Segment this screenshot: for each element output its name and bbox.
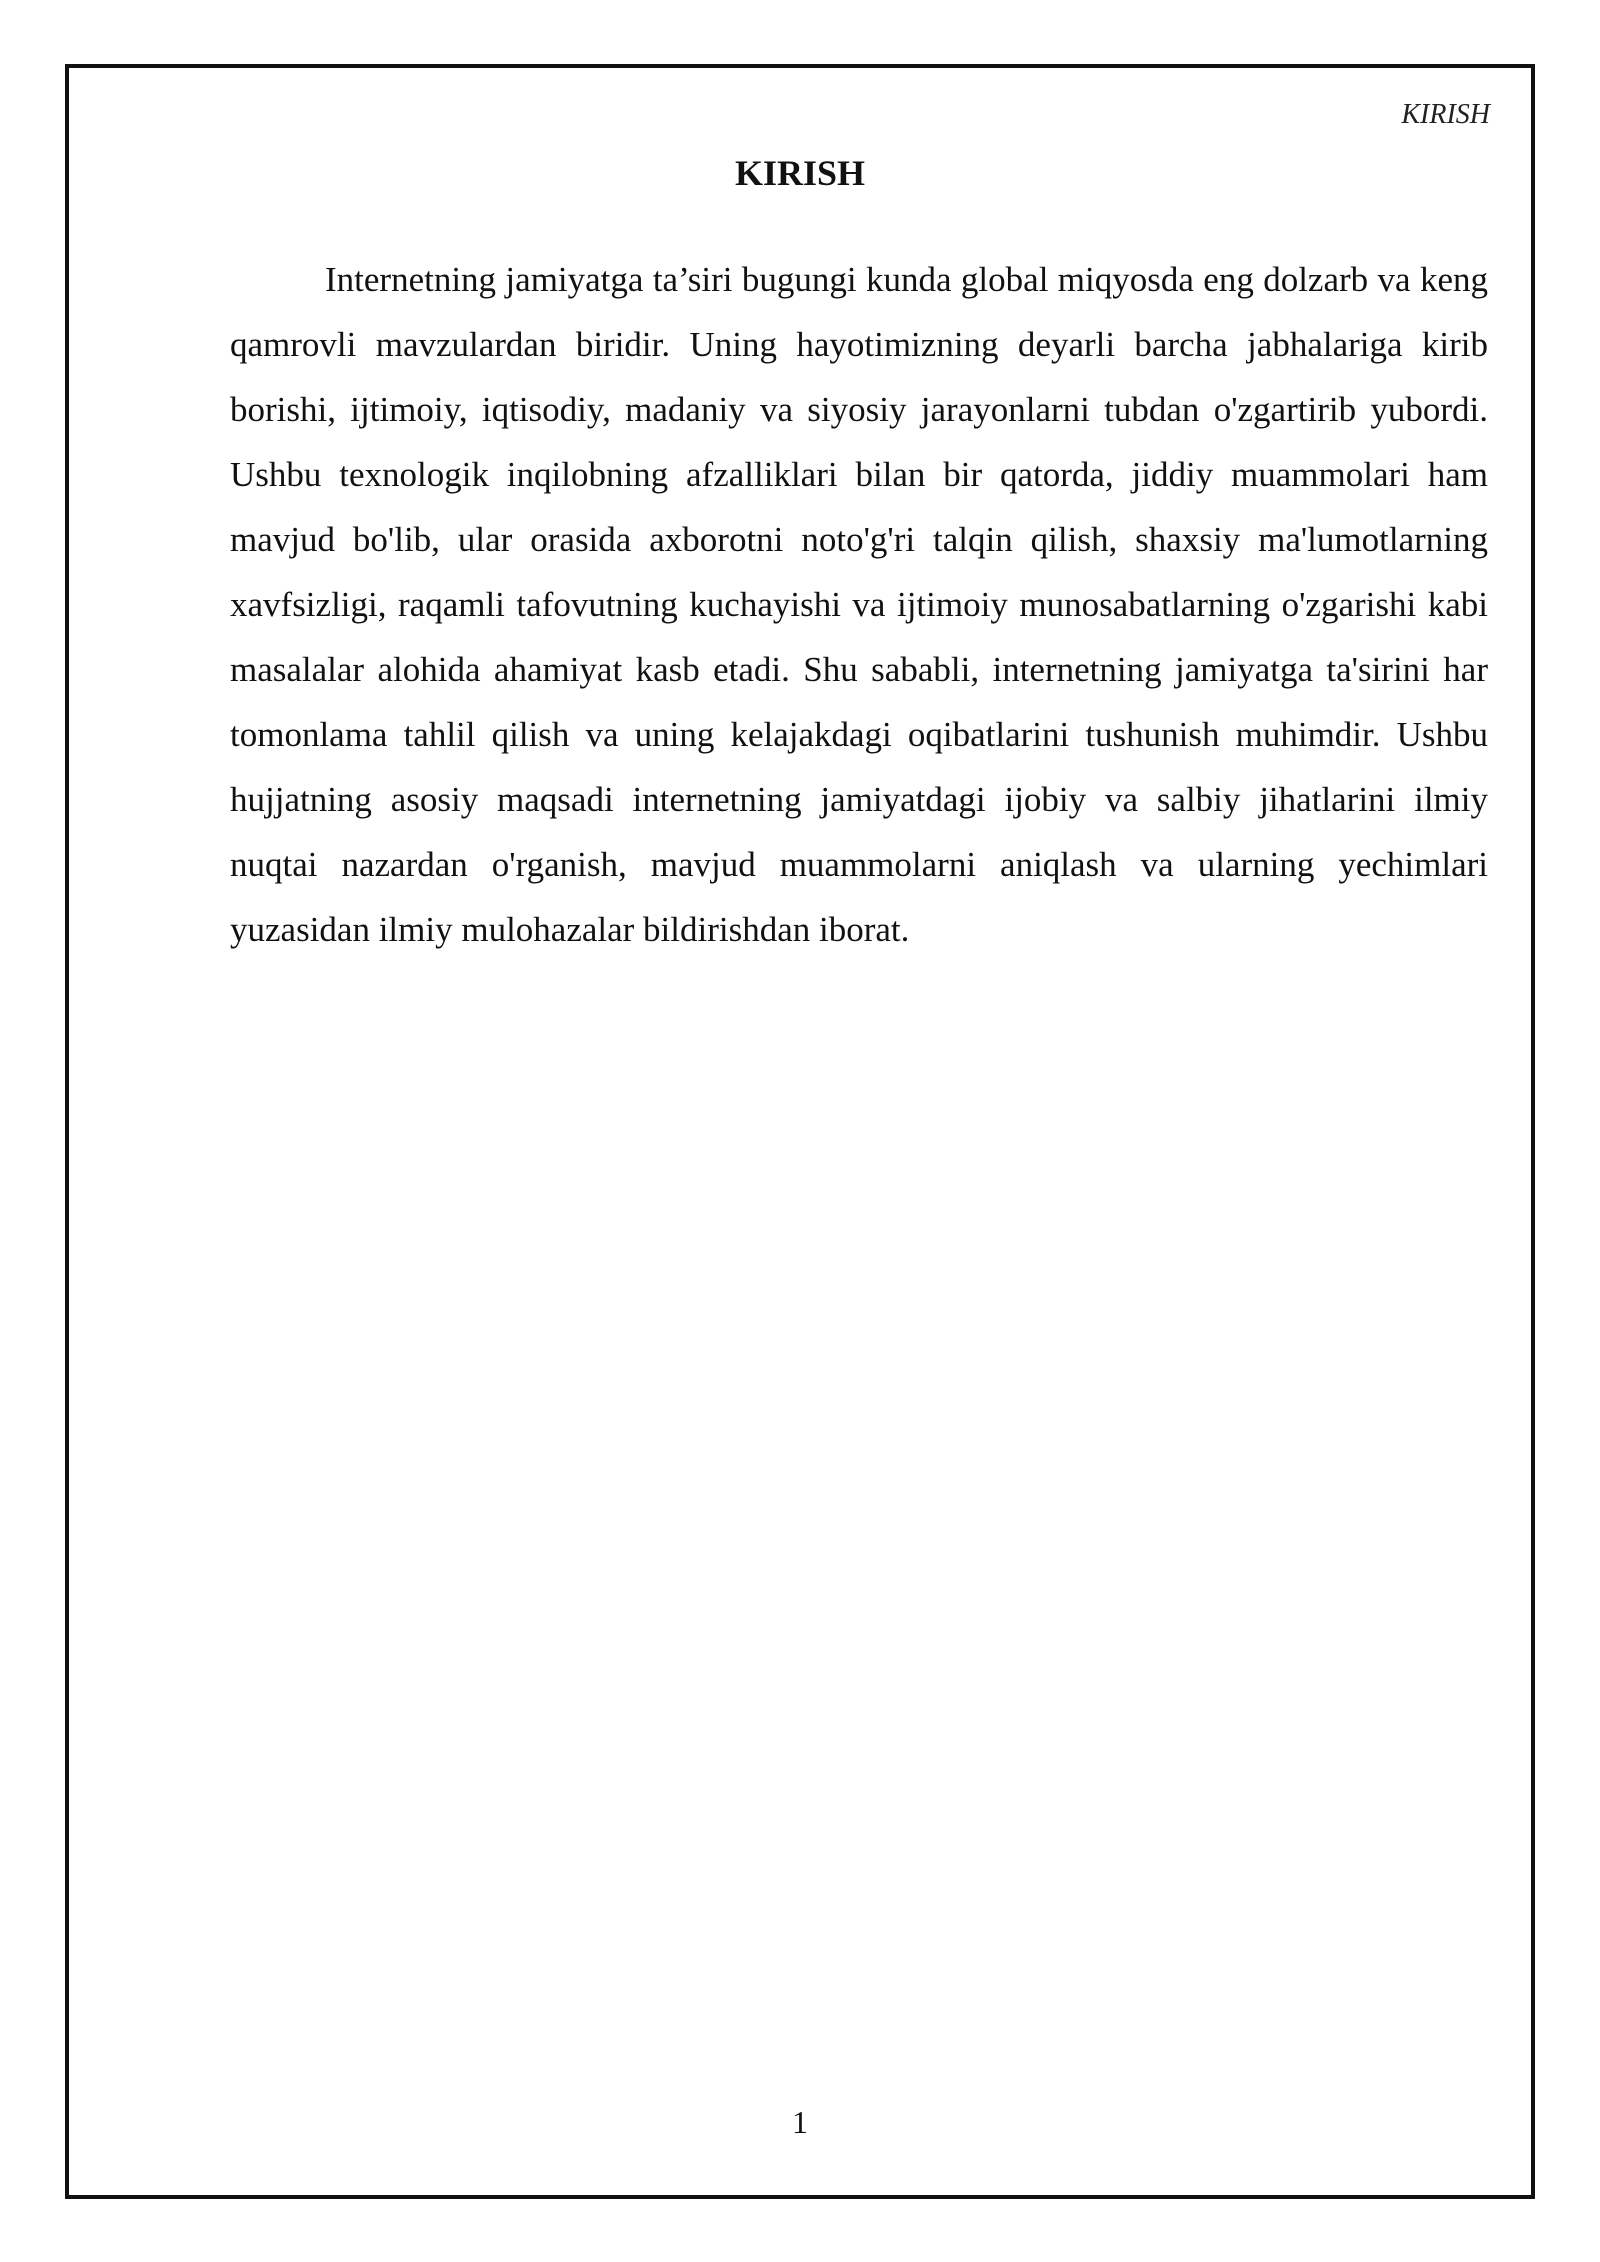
page-title: KIRISH — [734, 153, 866, 193]
body-paragraph: Internetning jamiyatga ta’siri bugungi kunda global miqyosda eng dolzarb va keng qamrovli mavzulardan biridir. Uning hayotimizning deyarli barcha jabhalariga kirib borishi, ijtimoiy, iqtisodiy, madaniy va siyosiy jarayonlarni tubdan o'zgartirib yubordi. Ushbu texnologik inqilobning afzalliklari bilan bir qatorda, jiddiy muammolari ham mavjud bo'lib, ular orasida axborotni noto'g'ri talqin qilish, shaxsiy ma'lumotlarning xavfsizligi, raqamli tafovutning kuchayishi va ijtimoiy munosabatlarning o'zgarishi kabi masalalar alohida ahamiyat kasb etadi. Shu sababli, internetning jamiyatga ta'sirini har tomonlama tahlil qilish va uning kelajakdagi oqibatlarini tushunish muhimdir. Ushbu hujjatning asosiy maqsadi internetning jamiyatdagi ijobiy va salbiy jihatlarini ilmiy nuqtai nazardan o'rganish, mavjud muammolarni aniqlash va ularning yechimlari yuzasidan ilmiy mulohazalar bildirishdan iborat. — [230, 260, 1488, 949]
running-header: KIRISH — [1401, 99, 1490, 130]
page-number: 1 — [792, 2104, 808, 2140]
